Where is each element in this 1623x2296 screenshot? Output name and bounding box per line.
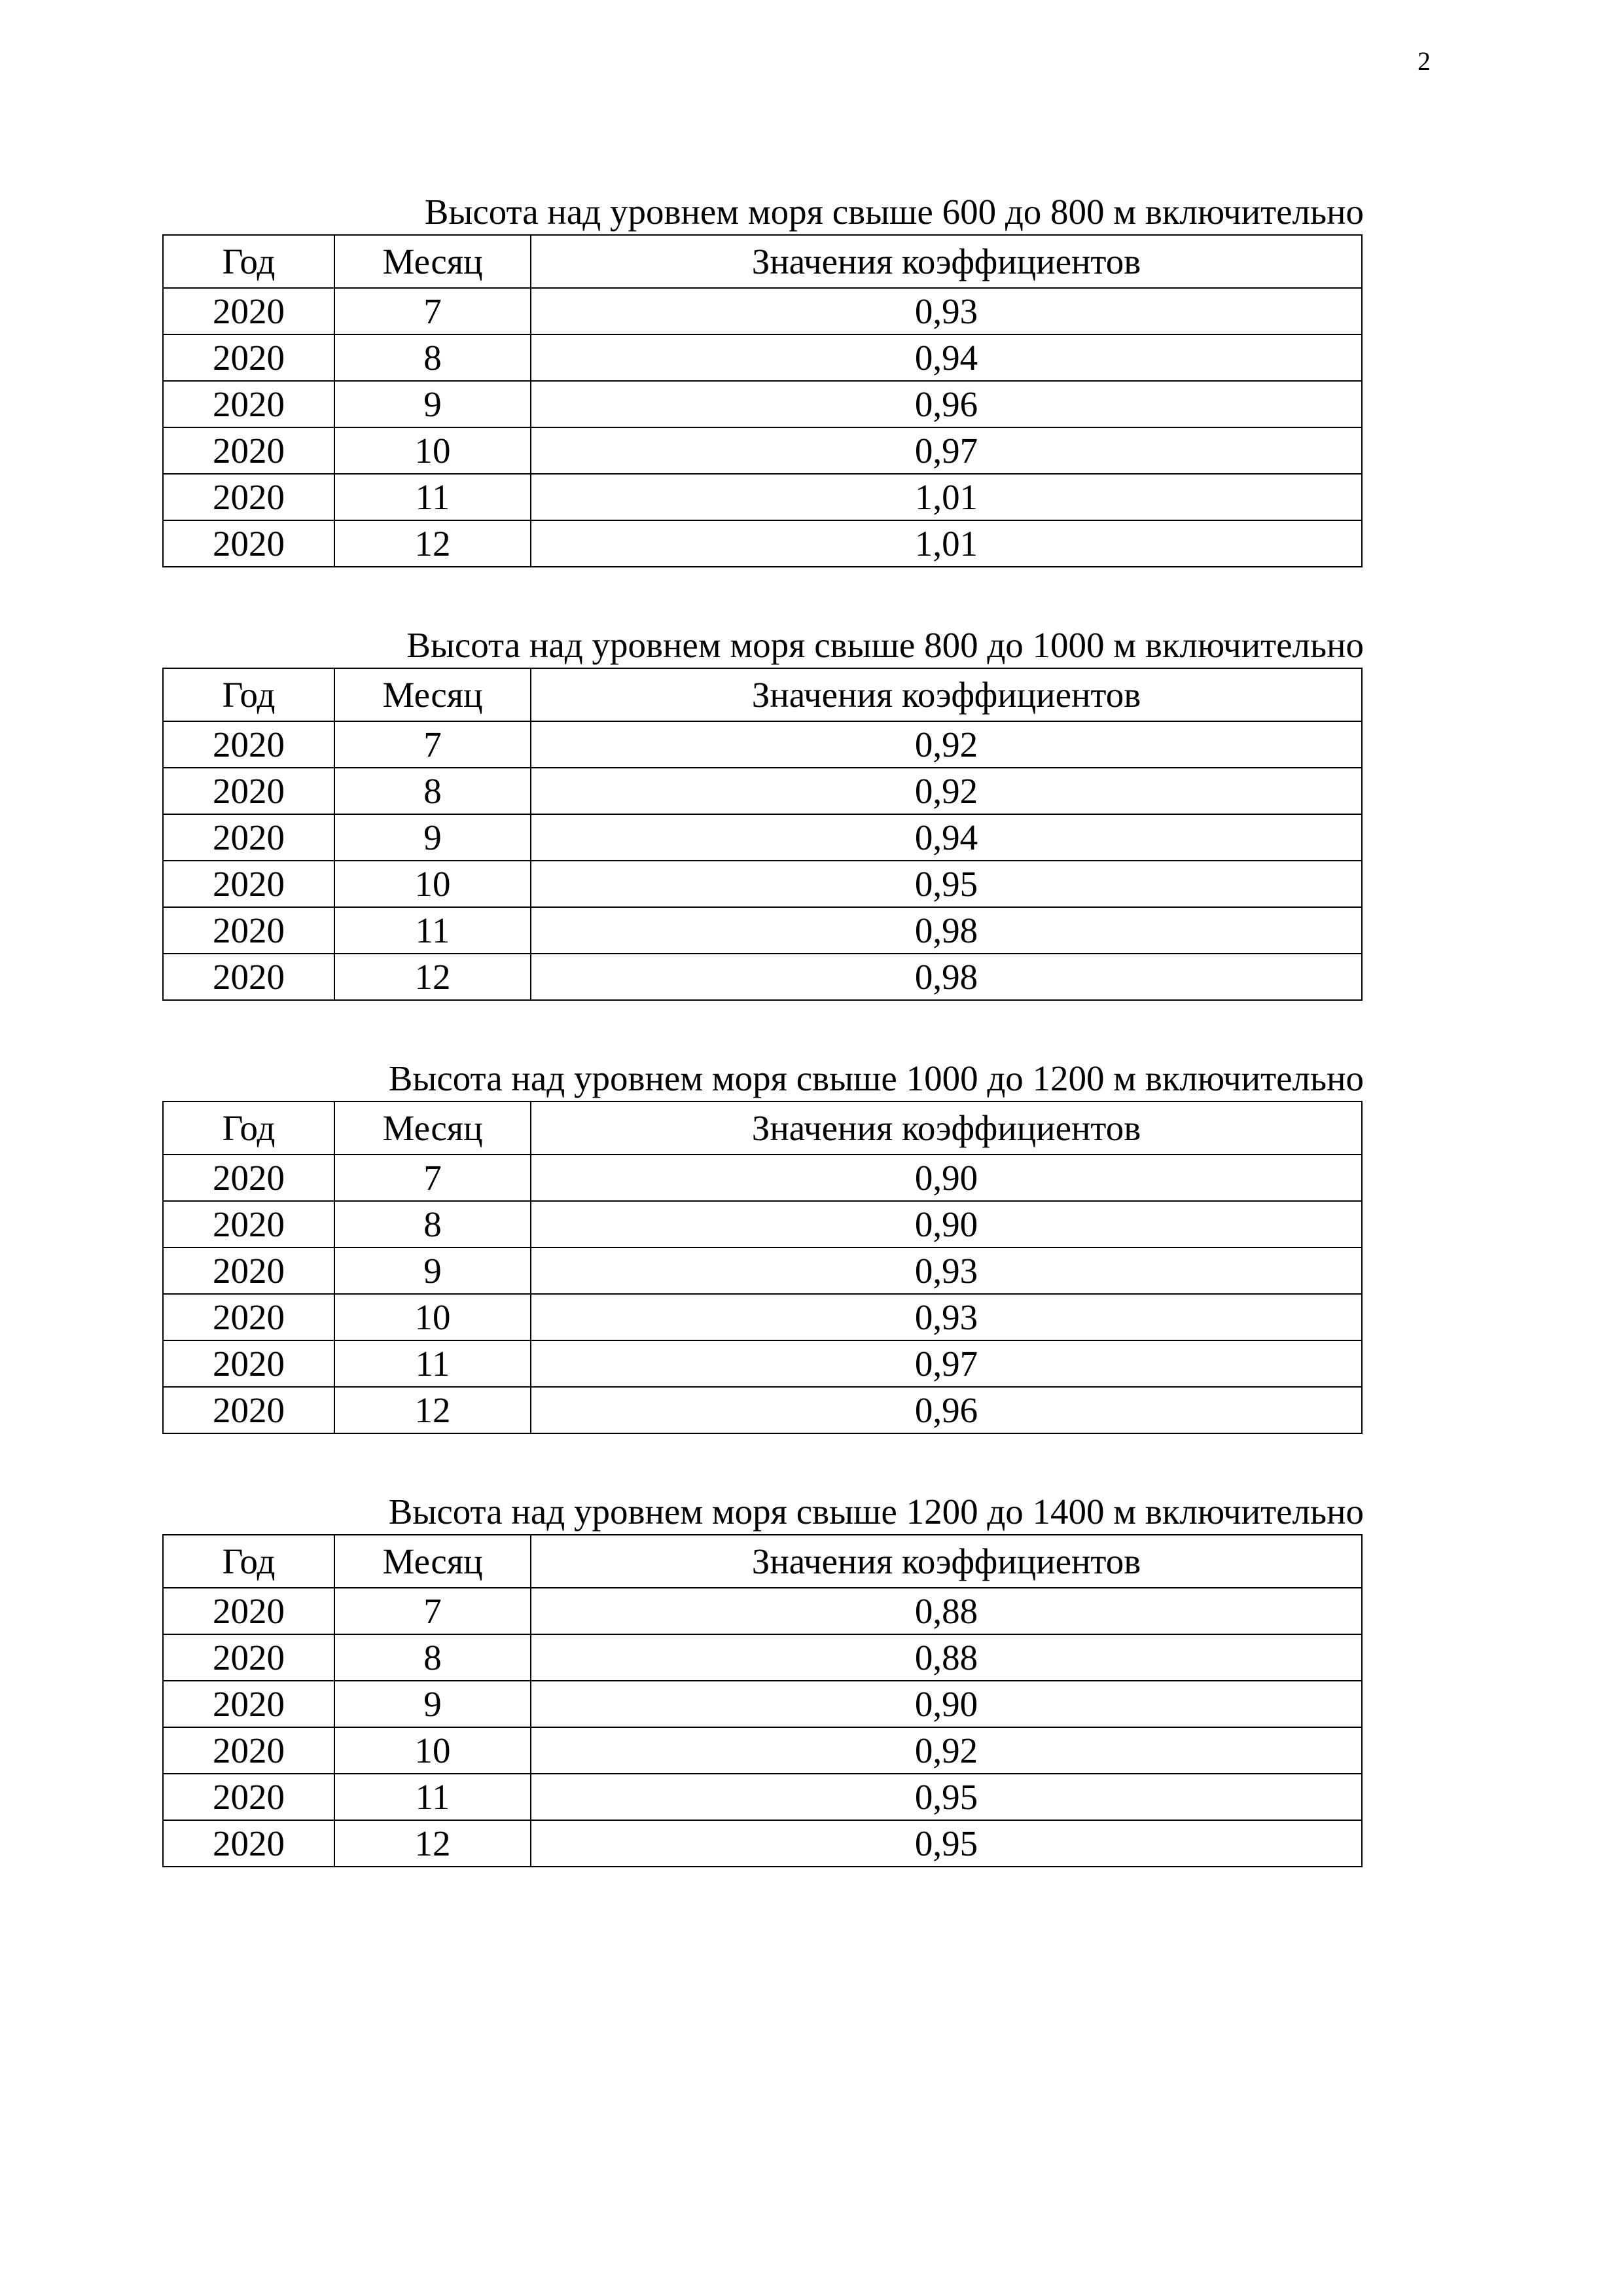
cell-year: 2020	[163, 1387, 334, 1433]
cell-year: 2020	[163, 1820, 334, 1867]
header-value: Значения коэффициентов	[531, 235, 1362, 288]
table-row	[163, 1634, 1362, 1681]
cell-year: 2020	[163, 1155, 334, 1201]
cell-value: 0,97	[531, 427, 1362, 474]
cell-year: 2020	[163, 1681, 334, 1727]
cell-year: 2020	[163, 474, 334, 520]
table-row	[163, 474, 1362, 520]
cell-year: 2020	[163, 1201, 334, 1247]
cell-value: 0,98	[531, 907, 1362, 954]
cell-value: 1,01	[531, 520, 1362, 567]
cell-value: 0,95	[531, 1774, 1362, 1820]
cell-year: 2020	[163, 1247, 334, 1294]
cell-month: 7	[334, 1588, 531, 1634]
table-row	[163, 334, 1362, 381]
section-title: Высота над уровнем моря свыше 800 до 1000 м включительно	[406, 625, 1364, 665]
cell-value: 0,90	[531, 1155, 1362, 1201]
table-row	[163, 1294, 1362, 1340]
table-header-row	[163, 235, 1362, 288]
cell-month: 9	[334, 1681, 531, 1727]
cell-value: 0,95	[531, 861, 1362, 907]
section-title: Высота над уровнем моря свыше 1000 до 1200 м включительно	[388, 1058, 1364, 1098]
cell-value: 0,88	[531, 1588, 1362, 1634]
table-row	[163, 1681, 1362, 1727]
cell-value: 0,93	[531, 288, 1362, 334]
table-row	[163, 1820, 1362, 1867]
section-title: Высота над уровнем моря свыше 1200 до 1400 м включительно	[388, 1492, 1364, 1532]
table-row	[163, 954, 1362, 1000]
table-row	[163, 288, 1362, 334]
cell-value: 0,93	[531, 1294, 1362, 1340]
cell-month: 8	[334, 1201, 531, 1247]
cell-value: 0,94	[531, 814, 1362, 861]
cell-value: 0,98	[531, 954, 1362, 1000]
cell-month: 12	[334, 954, 531, 1000]
cell-year: 2020	[163, 288, 334, 334]
table-header-row	[163, 1102, 1362, 1155]
table-row	[163, 1201, 1362, 1247]
cell-value: 0,94	[531, 334, 1362, 381]
cell-month: 10	[334, 1294, 531, 1340]
cell-year: 2020	[163, 381, 334, 427]
cell-year: 2020	[163, 334, 334, 381]
cell-year: 2020	[163, 907, 334, 954]
cell-year: 2020	[163, 520, 334, 567]
table-row	[163, 1155, 1362, 1201]
cell-month: 7	[334, 721, 531, 768]
cell-year: 2020	[163, 1588, 334, 1634]
table-row	[163, 381, 1362, 427]
table-row	[163, 907, 1362, 954]
table-row	[163, 1340, 1362, 1387]
table-row	[163, 721, 1362, 768]
cell-year: 2020	[163, 721, 334, 768]
cell-year: 2020	[163, 954, 334, 1000]
cell-value: 0,92	[531, 768, 1362, 814]
cell-value: 1,01	[531, 474, 1362, 520]
cell-month: 10	[334, 1727, 531, 1774]
header-month: Месяц	[334, 235, 531, 288]
cell-value: 0,90	[531, 1681, 1362, 1727]
cell-year: 2020	[163, 427, 334, 474]
cell-month: 12	[334, 1387, 531, 1433]
section-title: Высота над уровнем моря свыше 600 до 800 м включительно	[424, 192, 1364, 232]
cell-value: 0,96	[531, 1387, 1362, 1433]
cell-month: 9	[334, 814, 531, 861]
cell-year: 2020	[163, 1340, 334, 1387]
table-row	[163, 1387, 1362, 1433]
cell-value: 0,93	[531, 1247, 1362, 1294]
header-month: Месяц	[334, 668, 531, 721]
coefficient-table	[162, 668, 1363, 1001]
header-year: Год	[163, 1535, 334, 1588]
cell-month: 8	[334, 1634, 531, 1681]
cell-year: 2020	[163, 1634, 334, 1681]
cell-value: 0,96	[531, 381, 1362, 427]
cell-month: 12	[334, 1820, 531, 1867]
table-header-row	[163, 668, 1362, 721]
cell-year: 2020	[163, 768, 334, 814]
cell-month: 9	[334, 1247, 531, 1294]
cell-year: 2020	[163, 1727, 334, 1774]
table-row	[163, 1247, 1362, 1294]
header-year: Год	[163, 668, 334, 721]
cell-year: 2020	[163, 1774, 334, 1820]
cell-year: 2020	[163, 814, 334, 861]
header-value: Значения коэффициентов	[531, 668, 1362, 721]
cell-value: 0,92	[531, 721, 1362, 768]
cell-month: 8	[334, 334, 531, 381]
cell-value: 0,88	[531, 1634, 1362, 1681]
cell-year: 2020	[163, 1294, 334, 1340]
cell-month: 7	[334, 288, 531, 334]
cell-month: 11	[334, 1774, 531, 1820]
header-month: Месяц	[334, 1535, 531, 1588]
cell-month: 8	[334, 768, 531, 814]
cell-value: 0,92	[531, 1727, 1362, 1774]
table-row	[163, 1774, 1362, 1820]
cell-value: 0,95	[531, 1820, 1362, 1867]
coefficient-table	[162, 234, 1363, 567]
coefficient-table	[162, 1101, 1363, 1434]
page-number: 2	[1418, 46, 1431, 76]
cell-month: 7	[334, 1155, 531, 1201]
cell-year: 2020	[163, 861, 334, 907]
header-year: Год	[163, 235, 334, 288]
header-value: Значения коэффициентов	[531, 1535, 1362, 1588]
cell-month: 10	[334, 427, 531, 474]
table-row	[163, 768, 1362, 814]
table-row	[163, 814, 1362, 861]
table-header-row	[163, 1535, 1362, 1588]
cell-value: 0,90	[531, 1201, 1362, 1247]
header-month: Месяц	[334, 1102, 531, 1155]
table-row	[163, 1727, 1362, 1774]
coefficient-table	[162, 1534, 1363, 1867]
header-value: Значения коэффициентов	[531, 1102, 1362, 1155]
cell-month: 9	[334, 381, 531, 427]
table-row	[163, 861, 1362, 907]
header-year: Год	[163, 1102, 334, 1155]
cell-month: 11	[334, 1340, 531, 1387]
cell-month: 11	[334, 474, 531, 520]
cell-month: 10	[334, 861, 531, 907]
cell-month: 11	[334, 907, 531, 954]
table-row	[163, 427, 1362, 474]
table-row	[163, 520, 1362, 567]
cell-value: 0,97	[531, 1340, 1362, 1387]
table-row	[163, 1588, 1362, 1634]
cell-month: 12	[334, 520, 531, 567]
